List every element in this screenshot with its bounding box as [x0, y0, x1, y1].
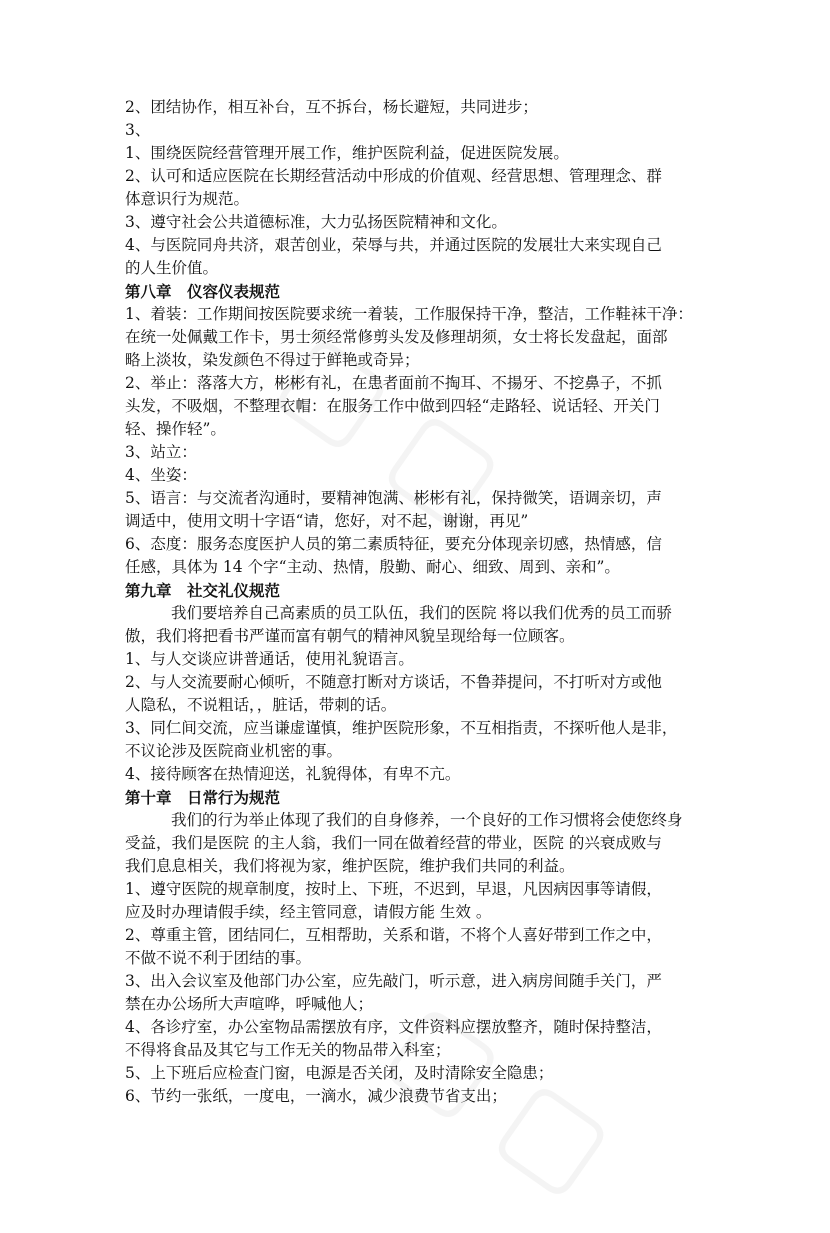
document-body: [125, 96, 705, 1108]
text-line: 不做不说不利于团结的事。: [125, 949, 312, 967]
text-line: 体意识行为规范。: [125, 190, 250, 208]
text-line: 调适中，使用文明十字语“请，您好，对不起，谢谢，再见”: [125, 512, 529, 530]
text-line: 2、认可和适应医院在长期经营活动中形成的价值观、经营思想、管理理念、群: [125, 167, 662, 185]
text-line: 我们息息相关，我们将视为家，维护医院，维护我们共同的利益。: [125, 857, 575, 875]
text-line: 4、各诊疗室，办公室物品需摆放有序，文件资料应摆放整齐，随时保持整洁，: [125, 1018, 662, 1036]
text-line: 4、坐姿：: [125, 466, 197, 484]
text-line: 3、遵守社会公共道德标准，大力弘扬医院精神和文化。: [125, 213, 507, 231]
text-line: 不议论涉及医院商业机密的事。: [125, 742, 343, 760]
text-line: 禁在办公场所大声喧哗，呼喊他人；: [125, 995, 374, 1013]
text-line: 人隐私，不说粗话，，脏话，带刺的话。: [125, 696, 397, 714]
text-line: 1、遵守医院的规章制度，按时上、下班，不迟到，早退，凡因病因事等请假，: [125, 880, 662, 898]
text-line: 1、着装：工作期间按医院要求统一着装，工作服保持干净，整洁，工作鞋袜干净：: [125, 305, 693, 323]
text-line: 2、团结协作，相互补台，互不拆台，杨长避短，共同进步；: [125, 98, 538, 116]
text-line: 2、举止：落落大方，彬彬有礼，在患者面前不掏耳、不揚牙、不挖鼻子，不抓: [125, 374, 662, 392]
text-line: 3、同仁间交流，应当谦虚谨慎，维护医院形象，不互相指责，不探听他人是非，: [125, 719, 678, 737]
text-line: 我们要培养自己高素质的员工队伍，我们的医院 将以我们优秀的员工而骄: [171, 604, 672, 622]
text-line: 2、尊重主管，团结同仁，互相帮助，关系和谐，不将个人喜好带到工作之中，: [125, 926, 662, 944]
text-line: 4、与医院同舟共济，艰苦创业，荣辱与共，并通过医院的发展壮大来实现自己: [125, 236, 662, 254]
text-line: 任感，具体为 14 个字“主动、热情，殷勤、耐心、细致、周到、亲和”。: [125, 558, 620, 576]
text-line: 傲，我们将把看书严谨而富有朝气的精神风貌呈现给每一位顾客。: [125, 627, 575, 645]
text-line: 3、出入会议室及他部门办公室，应先敲门，听示意，进入病房间随手关门，严: [125, 972, 662, 990]
text-line: 3、: [125, 121, 151, 139]
text-line: 的人生价值。: [125, 259, 219, 277]
text-line: 6、态度：服务态度医护人员的第二素质特征，要充分体现亲切感，热情感，信: [125, 535, 662, 553]
text-line: 1、与人交谈应讲普通话，使用礼貌语言。: [125, 650, 414, 668]
text-line: 1、围绕医院经营管理开展工作，维护医院利益，促进医院发展。: [125, 144, 569, 162]
text-line: 我们的行为举止体现了我们的自身修养，一个良好的工作习惯将会使您终身: [171, 811, 683, 829]
text-line: 应及时办理请假手续，经主管同意，请假方能 生效 。: [125, 903, 492, 921]
text-line: 5、上下班后应检查门窗，电源是否关闭，及时清除安全隐患；: [125, 1064, 554, 1082]
text-line: 6、节约一张纸，一度电，一滴水，减少浪费节省支出；: [125, 1087, 507, 1105]
text-line: 4、接待顾客在热情迎送，礼貌得体，有卑不亢。: [125, 765, 461, 783]
chapter-heading: 第九章 社交礼仪规范: [125, 581, 281, 600]
text-line: 2、与人交流要耐心倾听，不随意打断对方谈话，不鲁莽提问，不打听对方或他: [125, 673, 662, 691]
text-line: 头发，不吸烟，不整理衣帽：在服务工作中做到四轻“走路轻、说话轻、开关门: [125, 397, 660, 415]
text-line: 轻、操作轻”。: [125, 420, 226, 438]
text-line: 受益，我们是医院 的主人翁，我们一同在做着经营的带业，医院 的兴衰成败与: [125, 834, 662, 852]
text-line: 在统一处佩戴工作卡，男士须经常修剪头发及修理胡须，女士将长发盘起，面部: [125, 328, 668, 346]
chapter-heading: 第十章 日常行为规范: [125, 788, 281, 807]
text-line: 不得将食品及其它与工作无关的物品带入科室；: [125, 1041, 451, 1059]
text-line: 5、语言：与交流者沟通时，要精神饱满、彬彬有礼，保持微笑，语调亲切，声: [125, 489, 662, 507]
text-line: 略上淡妆，染发颜色不得过于鲜艳或奇异；: [125, 351, 420, 369]
chapter-heading: 第八章 仪容仪表规范: [125, 282, 281, 301]
text-line: 3、站立：: [125, 443, 197, 461]
